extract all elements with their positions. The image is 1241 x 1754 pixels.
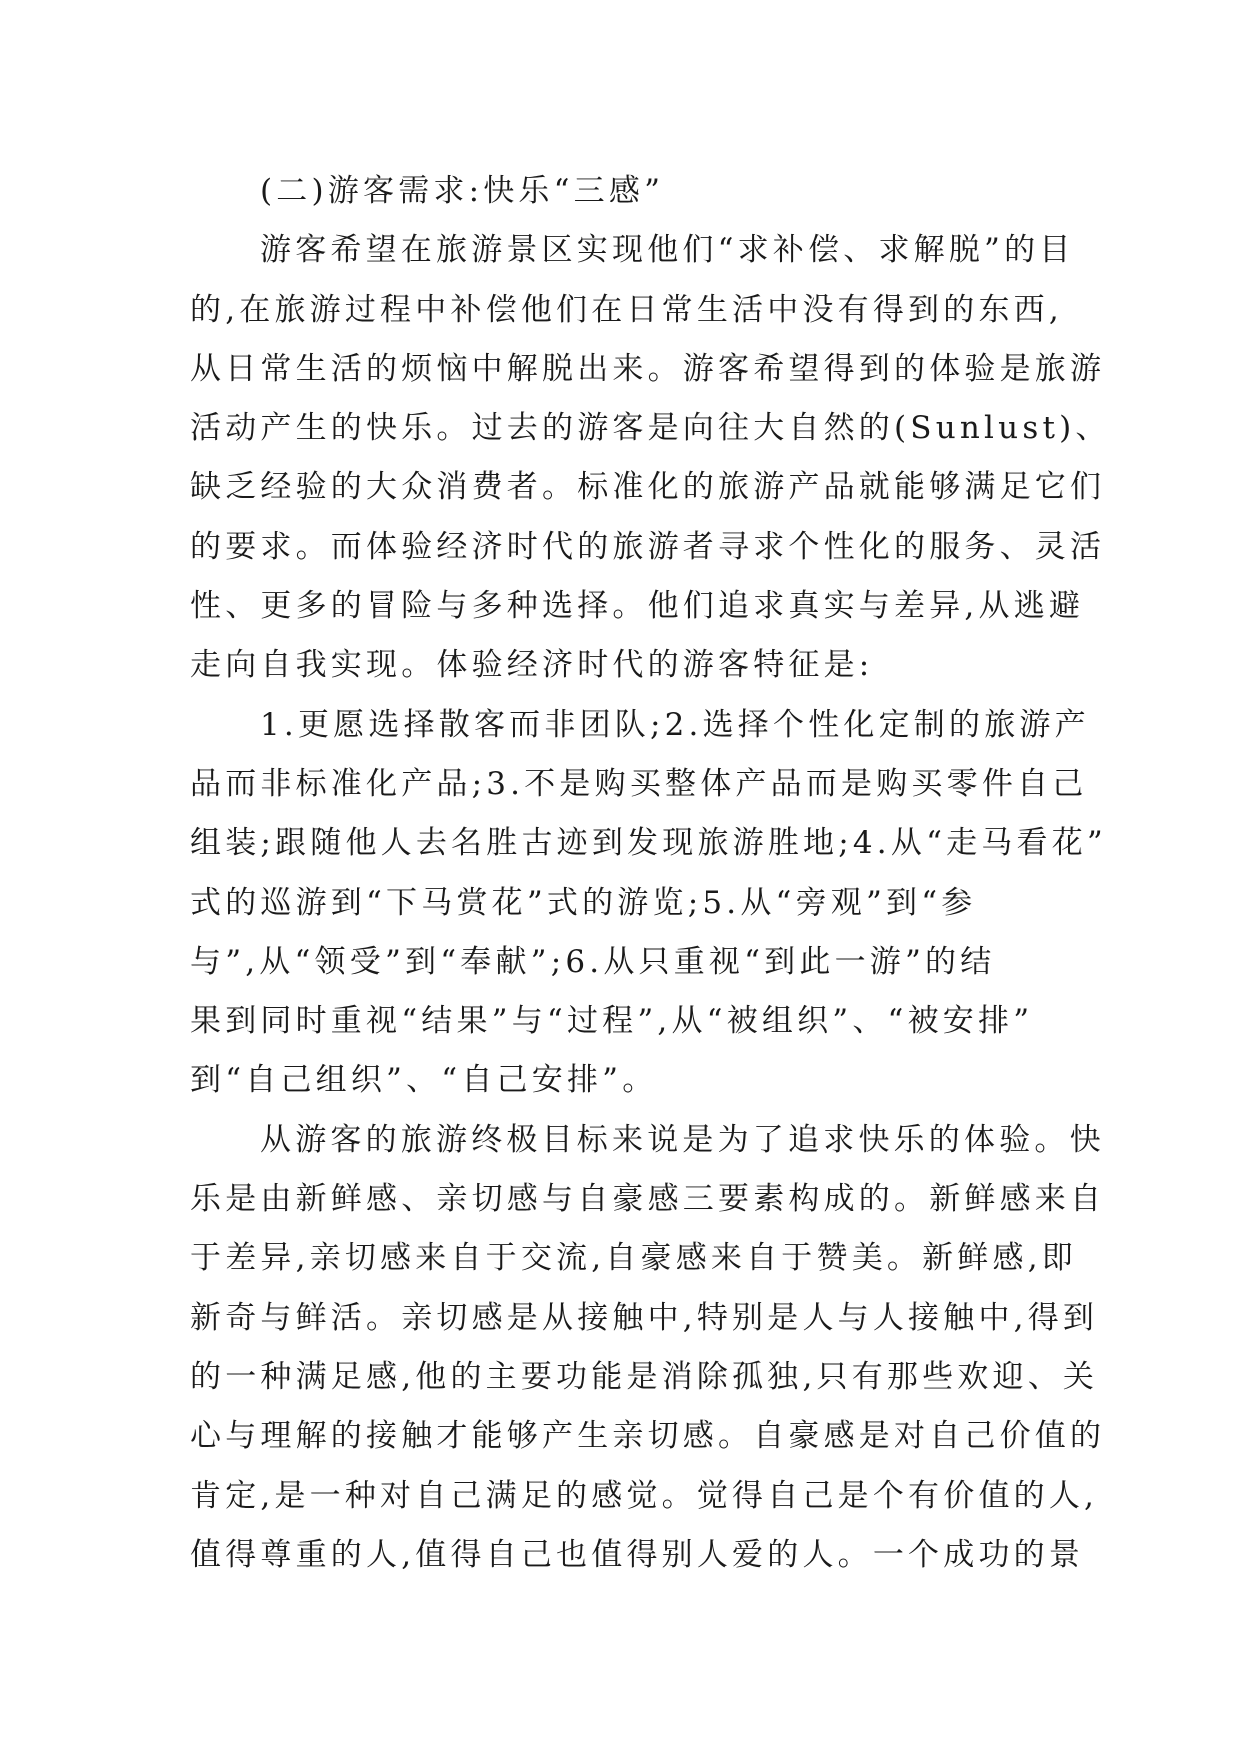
paragraph-visitor-expectations	[190, 221, 1111, 695]
paragraph-line: 与”,从“领受”到“奉献”;6.从只重视“到此一游”的结	[190, 943, 996, 980]
paragraph-line: 乐是由新鲜感、亲切感与自豪感三要素构成的。新鲜感来自	[190, 1181, 1106, 1218]
paragraph-line: 的一种满足感,他的主要功能是消除孤独,只有那些欢迎、关	[190, 1358, 1099, 1395]
paragraph-line: 性、更多的冒险与多种选择。他们追求真实与差异,从逃避	[190, 588, 1085, 625]
paragraph-line: 的要求。而体验经济时代的旅游者寻求个性化的服务、灵活	[190, 528, 1106, 565]
paragraph-line: 肯定,是一种对自己满足的感觉。觉得自己是个有价值的人,	[190, 1477, 1099, 1514]
paragraph-line: 走向自我实现。体验经济时代的游客特征是:	[190, 647, 874, 684]
section-heading-text: (二)游客需求:快乐“三感”	[260, 173, 665, 209]
section-heading	[190, 162, 1070, 221]
paragraph-line: 活动产生的快乐。过去的游客是向往大自然的(Sunlust)、	[190, 410, 1111, 447]
paragraph-line: 心与理解的接触才能够产生亲切感。自豪感是对自己价值的	[190, 1418, 1106, 1455]
paragraph-line: 品而非标准化产品;3.不是购买整体产品而是购买零件自己	[190, 765, 1088, 802]
paragraph-line: 从游客的旅游终极目标来说是为了追求快乐的体验。快	[260, 1121, 1105, 1158]
paragraph-line: 缺乏经验的大众消费者。标准化的旅游产品就能够满足它们	[190, 469, 1106, 506]
paragraph-visitor-characteristics	[190, 696, 1107, 1111]
paragraph-line: 从日常生活的烦恼中解脱出来。游客希望得到的体验是旅游	[190, 350, 1106, 387]
paragraph-line: 1.更愿选择散客而非团队;2.选择个性化定制的旅游产	[260, 706, 1090, 743]
paragraph-line: 式的巡游到“下马赏花”式的游览;5.从“旁观”到“参	[190, 884, 977, 921]
paragraph-three-feelings	[190, 1111, 1106, 1585]
paragraph-line: 果到同时重视“结果”与“过程”,从“被组织”、“被安排”	[190, 1003, 1034, 1040]
paragraph-line: 到“自己组织”、“自己安排”。	[190, 1062, 658, 1099]
paragraph-line: 组装;跟随他人去名胜古迹到发现旅游胜地;4.从“走马看花”	[190, 825, 1107, 862]
paragraph-line: 的,在旅游过程中补偿他们在日常生活中没有得到的东西,	[190, 291, 1063, 328]
paragraph-line: 游客希望在旅游景区实现他们“求补偿、求解脱”的目	[260, 232, 1075, 269]
paragraph-line: 新奇与鲜活。亲切感是从接触中,特别是人与人接触中,得到	[190, 1299, 1099, 1336]
document-page	[190, 162, 1111, 1585]
paragraph-line: 值得尊重的人,值得自己也值得别人爱的人。一个成功的景	[190, 1536, 1085, 1573]
paragraph-line: 于差异,亲切感来自于交流,自豪感来自于赞美。新鲜感,即	[190, 1240, 1077, 1277]
